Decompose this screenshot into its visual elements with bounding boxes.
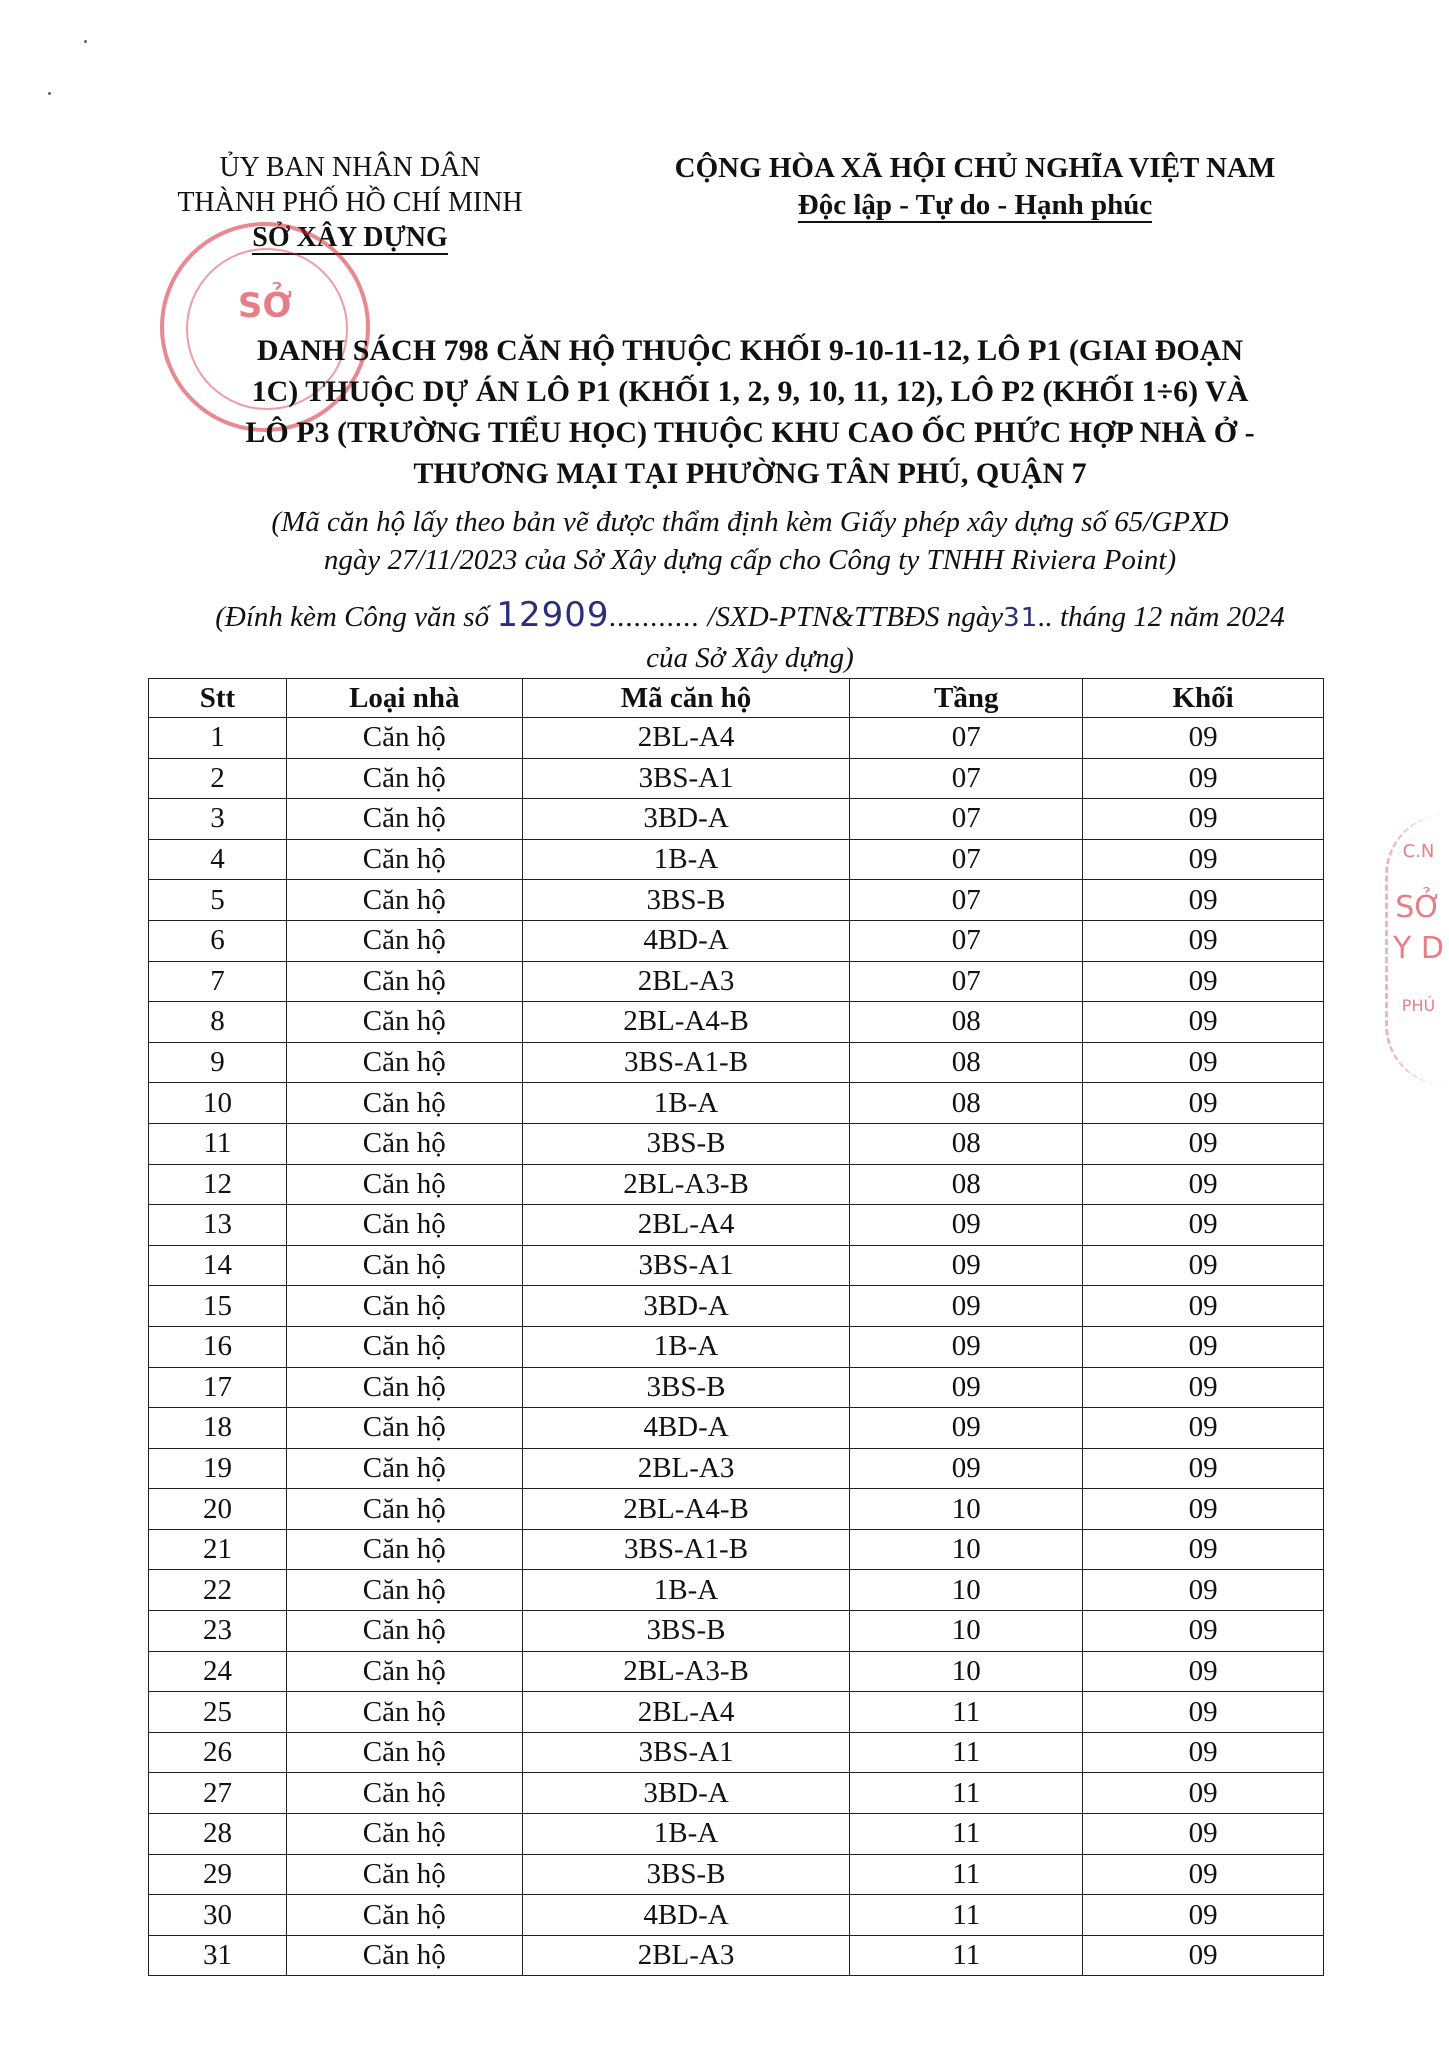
cell-tang: 10 — [850, 1489, 1083, 1530]
cell-ma-can-ho: 3BD-A — [522, 1773, 850, 1814]
national-motto: Độc lập - Tự do - Hạnh phúc — [797, 189, 1153, 221]
table-row — [149, 1570, 1324, 1611]
cell-ma-can-ho: 3BS-B — [522, 1854, 850, 1895]
cell-ma-can-ho: 3BS-A1 — [522, 1732, 850, 1773]
cell-loai-nha: Căn hộ — [286, 799, 522, 840]
cell-tang: 09 — [850, 1326, 1083, 1367]
cell-ma-can-ho: 1B-A — [522, 1814, 850, 1855]
cell-stt: 14 — [149, 1245, 287, 1286]
cell-loai-nha: Căn hộ — [286, 1042, 522, 1083]
cell-loai-nha: Căn hộ — [286, 718, 522, 759]
table-row — [149, 1164, 1324, 1205]
cell-stt: 15 — [149, 1286, 287, 1327]
table-row — [149, 1611, 1324, 1652]
cell-stt: 17 — [149, 1367, 287, 1408]
header-tang: Tầng — [850, 679, 1083, 718]
official-seal-text: SỞ — [237, 286, 293, 326]
table-row — [149, 920, 1324, 961]
cell-loai-nha: Căn hộ — [286, 1732, 522, 1773]
cell-khoi: 09 — [1083, 1651, 1324, 1692]
cell-loai-nha: Căn hộ — [286, 1489, 522, 1530]
cell-khoi: 09 — [1083, 920, 1324, 961]
table-row — [149, 1286, 1324, 1327]
subtitle-line: ngày 27/11/2023 của Sở Xây dựng cấp cho Công ty TNHH Riviera Point) — [323, 544, 1177, 576]
cell-loai-nha: Căn hộ — [286, 839, 522, 880]
cell-khoi: 09 — [1083, 1123, 1324, 1164]
cell-khoi: 09 — [1083, 1083, 1324, 1124]
cell-loai-nha: Căn hộ — [286, 1083, 522, 1124]
cell-ma-can-ho: 1B-A — [522, 1083, 850, 1124]
cell-khoi: 09 — [1083, 839, 1324, 880]
cell-loai-nha: Căn hộ — [286, 1002, 522, 1043]
cell-tang: 09 — [850, 1205, 1083, 1246]
document-title-line: 1C) THUỘC DỰ ÁN LÔ P1 (KHỐI 1, 2, 9, 10, 11, 12), LÔ P2 (KHỐI 1÷6) VÀ — [251, 375, 1249, 408]
cell-loai-nha: Căn hộ — [286, 920, 522, 961]
handwritten-document-number: 12909 — [496, 595, 610, 635]
cell-loai-nha: Căn hộ — [286, 1692, 522, 1733]
cell-stt: 19 — [149, 1448, 287, 1489]
edge-partial-stamp — [1385, 815, 1449, 1085]
cell-ma-can-ho: 3BS-B — [522, 880, 850, 921]
scan-speck — [48, 92, 51, 95]
cell-tang: 11 — [850, 1773, 1083, 1814]
cell-ma-can-ho: 2BL-A4 — [522, 718, 850, 759]
cell-stt: 13 — [149, 1205, 287, 1246]
cell-tang: 10 — [850, 1570, 1083, 1611]
cell-ma-can-ho: 3BS-B — [522, 1367, 850, 1408]
table-row — [149, 1773, 1324, 1814]
attachment-line-2: của Sở Xây dựng) — [646, 642, 854, 674]
cell-tang: 11 — [850, 1814, 1083, 1855]
cell-loai-nha: Căn hộ — [286, 1408, 522, 1449]
cell-khoi: 09 — [1083, 1286, 1324, 1327]
document-title-line: THƯƠNG MẠI TẠI PHƯỜNG TÂN PHÚ, QUẬN 7 — [413, 457, 1087, 490]
cell-ma-can-ho: 1B-A — [522, 1326, 850, 1367]
table-row — [149, 1814, 1324, 1855]
table-row — [149, 1651, 1324, 1692]
document-subtitle — [170, 503, 1330, 579]
attachment-prefix: (Đính kèm Công văn số — [215, 601, 490, 633]
national-title: CỘNG HÒA XÃ HỘI CHỦ NGHĨA VIỆT NAM — [674, 152, 1276, 184]
attachment-dots: ........... — [609, 601, 701, 633]
cell-ma-can-ho: 2BL-A3 — [522, 1448, 850, 1489]
cell-tang: 07 — [850, 880, 1083, 921]
cell-ma-can-ho: 2BL-A3 — [522, 1935, 850, 1976]
cell-stt: 4 — [149, 839, 287, 880]
cell-loai-nha: Căn hộ — [286, 758, 522, 799]
cell-khoi: 09 — [1083, 1489, 1324, 1530]
cell-stt: 18 — [149, 1408, 287, 1449]
cell-ma-can-ho: 3BS-A1-B — [522, 1042, 850, 1083]
cell-stt: 29 — [149, 1854, 287, 1895]
cell-loai-nha: Căn hộ — [286, 1123, 522, 1164]
national-header — [620, 150, 1330, 224]
cell-stt: 25 — [149, 1692, 287, 1733]
apartment-list-table — [148, 678, 1324, 1976]
table-row — [149, 1205, 1324, 1246]
cell-ma-can-ho: 1B-A — [522, 839, 850, 880]
document-title-line: DANH SÁCH 798 CĂN HỘ THUỘC KHỐI 9-10-11-12, LÔ P1 (GIAI ĐOẠN — [256, 334, 1244, 367]
cell-khoi: 09 — [1083, 961, 1324, 1002]
table-row — [149, 718, 1324, 759]
cell-tang: 10 — [850, 1651, 1083, 1692]
cell-tang: 08 — [850, 1123, 1083, 1164]
cell-loai-nha: Căn hộ — [286, 1651, 522, 1692]
cell-loai-nha: Căn hộ — [286, 1529, 522, 1570]
cell-tang: 11 — [850, 1895, 1083, 1936]
agency-department: SỞ XÂY DỰNG — [252, 222, 448, 253]
cell-stt: 22 — [149, 1570, 287, 1611]
cell-stt: 10 — [149, 1083, 287, 1124]
agency-line-1: ỦY BAN NHÂN DÂN — [219, 152, 481, 183]
cell-tang: 11 — [850, 1732, 1083, 1773]
cell-khoi: 09 — [1083, 1895, 1324, 1936]
cell-loai-nha: Căn hộ — [286, 1935, 522, 1976]
cell-stt: 16 — [149, 1326, 287, 1367]
cell-khoi: 09 — [1083, 1042, 1324, 1083]
table-row — [149, 799, 1324, 840]
cell-tang: 08 — [850, 1002, 1083, 1043]
cell-stt: 6 — [149, 920, 287, 961]
cell-tang: 07 — [850, 920, 1083, 961]
table-row — [149, 758, 1324, 799]
cell-khoi: 09 — [1083, 1367, 1324, 1408]
cell-loai-nha: Căn hộ — [286, 880, 522, 921]
cell-khoi: 09 — [1083, 1570, 1324, 1611]
cell-loai-nha: Căn hộ — [286, 1814, 522, 1855]
cell-ma-can-ho: 4BD-A — [522, 1895, 850, 1936]
table-row — [149, 1529, 1324, 1570]
cell-tang: 09 — [850, 1448, 1083, 1489]
cell-loai-nha: Căn hộ — [286, 1245, 522, 1286]
cell-ma-can-ho: 4BD-A — [522, 1408, 850, 1449]
cell-khoi: 09 — [1083, 1245, 1324, 1286]
agency-header — [140, 150, 560, 255]
cell-loai-nha: Căn hộ — [286, 1895, 522, 1936]
cell-loai-nha: Căn hộ — [286, 1773, 522, 1814]
cell-ma-can-ho: 3BS-A1 — [522, 1245, 850, 1286]
cell-tang: 07 — [850, 839, 1083, 880]
cell-loai-nha: Căn hộ — [286, 1611, 522, 1652]
cell-khoi: 09 — [1083, 1854, 1324, 1895]
table-row — [149, 1123, 1324, 1164]
cell-khoi: 09 — [1083, 1773, 1324, 1814]
cell-stt: 11 — [149, 1123, 287, 1164]
attachment-middle: /SXD-PTN&TTBĐS ngày — [707, 601, 1004, 633]
table-row — [149, 1489, 1324, 1530]
cell-ma-can-ho: 3BD-A — [522, 799, 850, 840]
cell-khoi: 09 — [1083, 1408, 1324, 1449]
scan-speck — [84, 40, 87, 43]
attachment-reference — [170, 595, 1330, 678]
cell-tang: 10 — [850, 1611, 1083, 1652]
agency-line-2: THÀNH PHỐ HỒ CHÍ MINH — [177, 187, 523, 218]
cell-khoi: 09 — [1083, 1814, 1324, 1855]
document-title — [170, 330, 1330, 494]
cell-ma-can-ho: 1B-A — [522, 1570, 850, 1611]
cell-khoi: 09 — [1083, 1692, 1324, 1733]
cell-khoi: 09 — [1083, 880, 1324, 921]
cell-loai-nha: Căn hộ — [286, 1326, 522, 1367]
cell-khoi: 09 — [1083, 1529, 1324, 1570]
cell-loai-nha: Căn hộ — [286, 1164, 522, 1205]
cell-stt: 28 — [149, 1814, 287, 1855]
cell-stt: 12 — [149, 1164, 287, 1205]
table-row — [149, 1935, 1324, 1976]
cell-khoi: 09 — [1083, 1448, 1324, 1489]
attachment-dots: .. — [1038, 601, 1053, 633]
edge-stamp-text: PHÚ — [1401, 996, 1436, 1015]
header-stt: Stt — [149, 679, 287, 718]
cell-loai-nha: Căn hộ — [286, 1205, 522, 1246]
cell-stt: 21 — [149, 1529, 287, 1570]
cell-ma-can-ho: 2BL-A3-B — [522, 1651, 850, 1692]
table-header-row — [149, 679, 1324, 718]
cell-ma-can-ho: 3BD-A — [522, 1286, 850, 1327]
cell-tang: 10 — [850, 1529, 1083, 1570]
cell-stt: 5 — [149, 880, 287, 921]
cell-tang: 07 — [850, 758, 1083, 799]
cell-khoi: 09 — [1083, 1326, 1324, 1367]
cell-stt: 7 — [149, 961, 287, 1002]
cell-tang: 11 — [850, 1854, 1083, 1895]
cell-stt: 23 — [149, 1611, 287, 1652]
cell-tang: 11 — [850, 1935, 1083, 1976]
cell-tang: 07 — [850, 799, 1083, 840]
edge-stamp-text: SỞ — [1395, 890, 1442, 925]
table-row — [149, 1326, 1324, 1367]
cell-loai-nha: Căn hộ — [286, 1570, 522, 1611]
subtitle-line: (Mã căn hộ lấy theo bản vẽ được thẩm định kèm Giấy phép xây dựng số 65/GPXD — [271, 506, 1229, 538]
header-khoi: Khối — [1083, 679, 1324, 718]
cell-khoi: 09 — [1083, 758, 1324, 799]
cell-khoi: 09 — [1083, 1205, 1324, 1246]
cell-stt: 9 — [149, 1042, 287, 1083]
header-ma-can-ho: Mã căn hộ — [522, 679, 850, 718]
table-row — [149, 1083, 1324, 1124]
edge-stamp-text: Y D — [1393, 931, 1444, 966]
cell-ma-can-ho: 3BS-A1 — [522, 758, 850, 799]
document-title-line: LÔ P3 (TRƯỜNG TIỂU HỌC) THUỘC KHU CAO ỐC PHỨC HỢP NHÀ Ở - — [245, 416, 1255, 449]
cell-stt: 27 — [149, 1773, 287, 1814]
table-row — [149, 1367, 1324, 1408]
table-row — [149, 1245, 1324, 1286]
table-row — [149, 839, 1324, 880]
cell-khoi: 09 — [1083, 1732, 1324, 1773]
table-row — [149, 1854, 1324, 1895]
cell-tang: 07 — [850, 718, 1083, 759]
cell-stt: 1 — [149, 718, 287, 759]
cell-khoi: 09 — [1083, 1002, 1324, 1043]
cell-tang: 11 — [850, 1692, 1083, 1733]
edge-stamp-text: C.N — [1402, 841, 1435, 862]
cell-tang: 09 — [850, 1367, 1083, 1408]
cell-khoi: 09 — [1083, 718, 1324, 759]
table-row — [149, 961, 1324, 1002]
cell-stt: 24 — [149, 1651, 287, 1692]
cell-ma-can-ho: 2BL-A4-B — [522, 1489, 850, 1530]
cell-tang: 09 — [850, 1286, 1083, 1327]
cell-ma-can-ho: 2BL-A4 — [522, 1692, 850, 1733]
table-row — [149, 880, 1324, 921]
table-row — [149, 1895, 1324, 1936]
cell-stt: 26 — [149, 1732, 287, 1773]
cell-stt: 31 — [149, 1935, 287, 1976]
cell-ma-can-ho: 3BS-A1-B — [522, 1529, 850, 1570]
cell-stt: 3 — [149, 799, 287, 840]
cell-loai-nha: Căn hộ — [286, 1448, 522, 1489]
table-row — [149, 1042, 1324, 1083]
cell-loai-nha: Căn hộ — [286, 1286, 522, 1327]
cell-ma-can-ho: 3BS-B — [522, 1611, 850, 1652]
cell-loai-nha: Căn hộ — [286, 1367, 522, 1408]
table-row — [149, 1692, 1324, 1733]
cell-tang: 09 — [850, 1245, 1083, 1286]
header-loai-nha: Loại nhà — [286, 679, 522, 718]
cell-stt: 20 — [149, 1489, 287, 1530]
table-row — [149, 1448, 1324, 1489]
table-row — [149, 1732, 1324, 1773]
table-row — [149, 1002, 1324, 1043]
cell-stt: 2 — [149, 758, 287, 799]
cell-khoi: 09 — [1083, 1935, 1324, 1976]
cell-ma-can-ho: 2BL-A3-B — [522, 1164, 850, 1205]
cell-tang: 08 — [850, 1042, 1083, 1083]
cell-tang: 07 — [850, 961, 1083, 1002]
cell-loai-nha: Căn hộ — [286, 1854, 522, 1895]
cell-khoi: 09 — [1083, 1611, 1324, 1652]
handwritten-day: 31 — [1003, 603, 1039, 633]
cell-ma-can-ho: 2BL-A4-B — [522, 1002, 850, 1043]
cell-tang: 08 — [850, 1164, 1083, 1205]
cell-khoi: 09 — [1083, 799, 1324, 840]
attachment-suffix: tháng 12 năm 2024 — [1060, 601, 1285, 633]
cell-ma-can-ho: 4BD-A — [522, 920, 850, 961]
cell-tang: 08 — [850, 1083, 1083, 1124]
cell-ma-can-ho: 2BL-A4 — [522, 1205, 850, 1246]
cell-stt: 8 — [149, 1002, 287, 1043]
cell-khoi: 09 — [1083, 1164, 1324, 1205]
cell-loai-nha: Căn hộ — [286, 961, 522, 1002]
table-row — [149, 1408, 1324, 1449]
cell-tang: 09 — [850, 1408, 1083, 1449]
cell-ma-can-ho: 2BL-A3 — [522, 961, 850, 1002]
cell-ma-can-ho: 3BS-B — [522, 1123, 850, 1164]
cell-stt: 30 — [149, 1895, 287, 1936]
